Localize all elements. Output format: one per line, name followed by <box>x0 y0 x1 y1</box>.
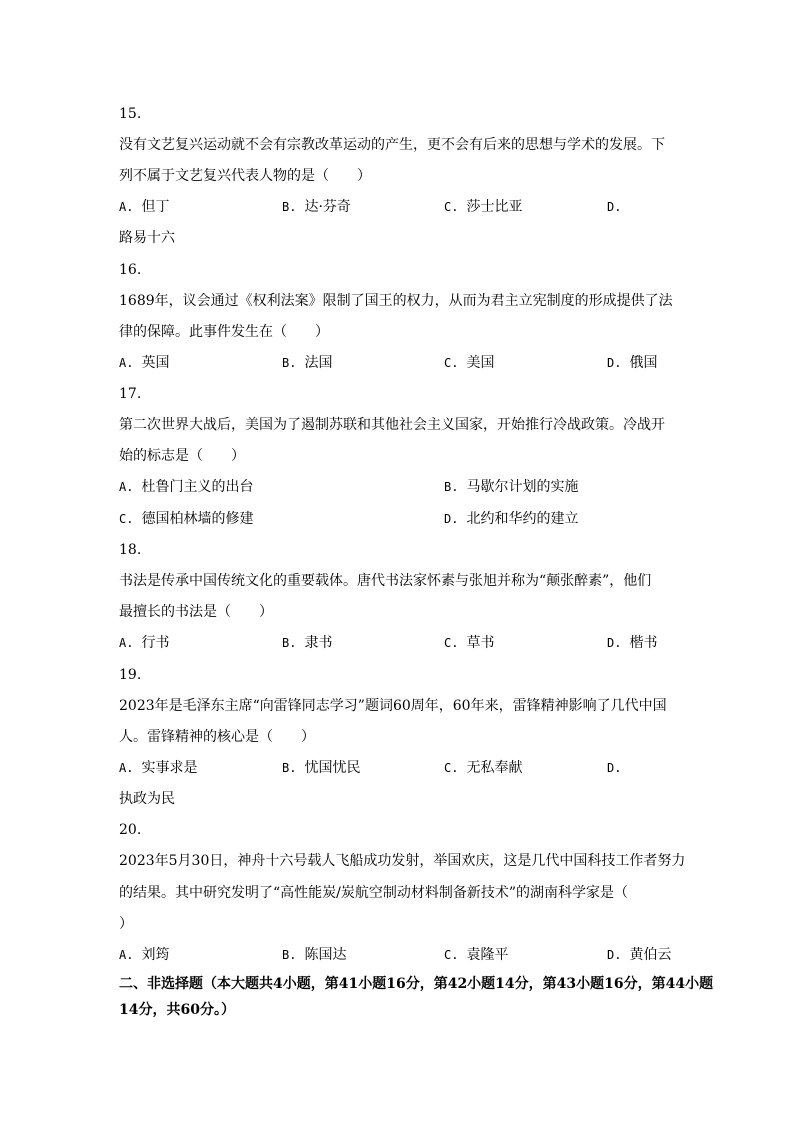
question-19-option-b <box>282 758 360 778</box>
option-letter: A. <box>119 948 134 962</box>
option-letter: A. <box>119 761 134 775</box>
question-17-option-b <box>444 477 578 497</box>
question-20-stem-line-3: ） <box>119 916 133 932</box>
option-letter: B. <box>282 761 297 775</box>
question-17-option-d <box>444 509 578 529</box>
question-15-option-d <box>607 197 629 217</box>
option-text: 楷书 <box>629 635 658 651</box>
option-text: 达·芬奇 <box>304 199 351 215</box>
option-text: 袁隆平 <box>466 947 509 963</box>
option-text: 黄伯云 <box>629 947 672 963</box>
option-letter: D. <box>607 356 622 370</box>
option-letter: C. <box>444 761 459 775</box>
option-text: 隶书 <box>304 635 333 651</box>
question-15-option-a <box>119 197 169 217</box>
question-17-option-a <box>119 477 253 497</box>
question-16-stem-line-1: 1689年，议会通过《权利法案》限制了国王的权力，从而为君主立宪制度的形成提供了法 <box>119 293 673 309</box>
option-letter: B. <box>282 636 297 650</box>
question-15-stem-line-2: 列不属于文艺复兴代表人物的是（ ） <box>119 168 371 184</box>
question-18-option-d <box>607 633 657 653</box>
option-text: 行书 <box>141 635 170 651</box>
option-text: 美国 <box>466 355 495 371</box>
question-19-option-d <box>607 758 629 778</box>
section-heading-line-1: 二、非选择题（本大题共4小题，第41小题16分，第42小题14分，第43小题16分，第44小题 <box>119 976 714 992</box>
option-text: 草书 <box>466 635 495 651</box>
option-letter: B. <box>282 200 297 214</box>
question-20-option-b <box>282 945 346 965</box>
question-20-stem-line-1: 2023年5月30日，神舟十六号载人飞船成功发射，举国欢庆，这是几代中国科技工作者努力 <box>119 853 686 869</box>
section-heading-line-2: 14分，共60分。） <box>119 1002 235 1018</box>
question-18-option-a <box>119 633 169 653</box>
option-text: 马歇尔计划的实施 <box>466 479 579 495</box>
option-text: 法国 <box>304 355 333 371</box>
option-text: 刘筠 <box>141 947 170 963</box>
question-19-stem-line-1: 2023年是毛泽东主席“向雷锋同志学习”题词60周年，60年来，雷锋精神影响了几代中国 <box>119 698 667 714</box>
option-letter: A. <box>119 356 134 370</box>
option-letter: A. <box>119 480 134 494</box>
question-18-stem-line-2: 最擅长的书法是（ ） <box>119 604 273 620</box>
question-17-stem-line-2: 始的标志是（ ） <box>119 448 245 464</box>
question-16-option-d <box>607 353 657 373</box>
option-letter: D. <box>607 948 622 962</box>
question-20-option-c <box>444 945 508 965</box>
question-18-option-c <box>444 633 494 653</box>
question-19-number: 19. <box>119 667 142 683</box>
question-16-stem-line-2: 律的保障。此事件发生在（ ） <box>119 324 329 340</box>
option-letter: D. <box>607 761 622 775</box>
question-20-option-a <box>119 945 169 965</box>
option-letter: B. <box>282 356 297 370</box>
question-17-stem-line-1: 第二次世界大战后，美国为了遏制苏联和其他社会主义国家，开始推行冷战政策。冷战开 <box>119 417 665 433</box>
question-20-number: 20. <box>119 822 142 838</box>
question-17-option-c <box>119 509 253 529</box>
option-letter: C. <box>444 356 459 370</box>
option-letter: C. <box>444 948 459 962</box>
option-letter: A. <box>119 636 134 650</box>
option-letter: C. <box>444 636 459 650</box>
option-letter: C. <box>444 200 459 214</box>
question-19-option-c <box>444 758 522 778</box>
option-text: 无私奉献 <box>466 760 523 776</box>
question-18-stem-line-1: 书法是传承中国传统文化的重要载体。唐代书法家怀素与张旭并称为“颠张醉素”，他们 <box>119 573 652 589</box>
option-text: 忧国忧民 <box>304 760 361 776</box>
option-letter: D. <box>444 512 459 526</box>
option-letter: D. <box>607 636 622 650</box>
option-letter: B. <box>444 480 459 494</box>
option-text: 北约和华约的建立 <box>466 511 579 527</box>
question-15-stem-line-1: 没有文艺复兴运动就不会有宗教改革运动的产生，更不会有后来的思想与学术的发展。下 <box>119 137 665 153</box>
option-letter: C. <box>119 512 134 526</box>
option-text: 莎士比亚 <box>466 199 523 215</box>
question-15-option-d-text: 路易十六 <box>119 230 175 246</box>
question-19-stem-line-2: 人。雷锋精神的核心是（ ） <box>119 729 315 745</box>
question-16-option-c <box>444 353 494 373</box>
question-18-option-b <box>282 633 332 653</box>
option-text: 英国 <box>141 355 170 371</box>
question-15-option-c <box>444 197 522 217</box>
option-text: 杜鲁门主义的出台 <box>141 479 254 495</box>
question-16-option-a <box>119 353 169 373</box>
option-text: 实事求是 <box>141 760 198 776</box>
question-19-option-d-text: 执政为民 <box>119 791 175 807</box>
option-letter: B. <box>282 948 297 962</box>
question-16-option-b <box>282 353 332 373</box>
question-15-option-b <box>282 197 351 217</box>
option-text: 俄国 <box>629 355 658 371</box>
question-20-option-d <box>607 945 671 965</box>
question-17-number: 17. <box>119 386 142 402</box>
option-letter: D. <box>607 200 622 214</box>
question-16-number: 16. <box>119 262 142 278</box>
option-letter: A. <box>119 200 134 214</box>
question-19-option-a <box>119 758 197 778</box>
option-text: 陈国达 <box>304 947 347 963</box>
option-text: 德国柏林墙的修建 <box>141 511 254 527</box>
question-15-number: 15. <box>119 106 142 122</box>
option-text: 但丁 <box>141 199 170 215</box>
question-20-stem-line-2: 的结果。其中研究发明了“高性能炭/炭航空制动材料制备新技术”的湖南科学家是（ <box>119 885 629 901</box>
question-18-number: 18. <box>119 542 142 558</box>
